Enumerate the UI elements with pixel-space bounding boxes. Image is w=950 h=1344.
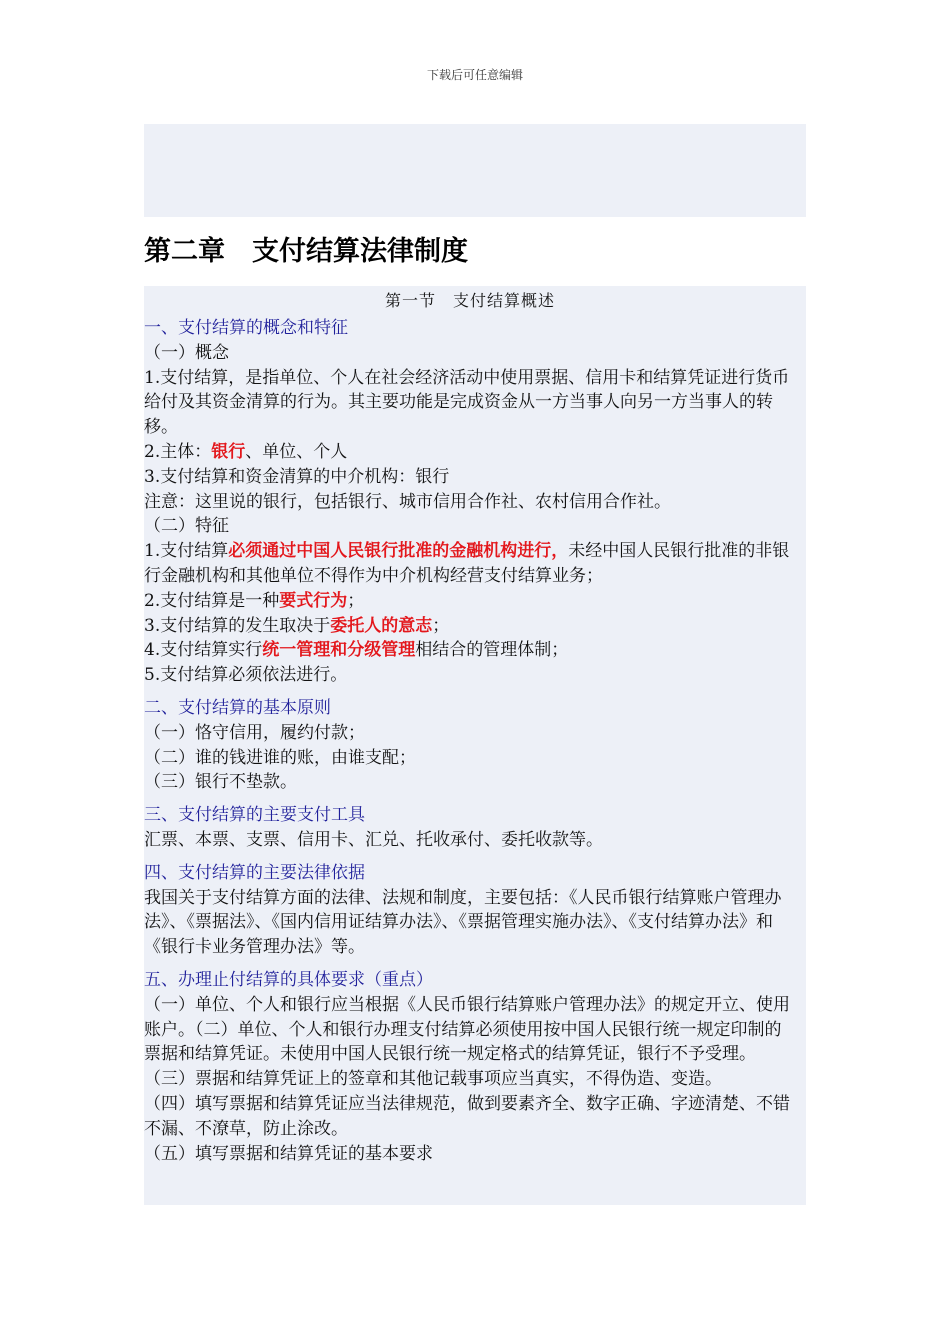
paragraph — [144, 770, 796, 795]
text-run: 3.支付结算和资金清算的中介机构：银行 — [144, 466, 450, 487]
text-run: ； — [432, 615, 450, 636]
paragraph — [144, 366, 796, 440]
header-note: 下载后可任意编辑 — [426, 68, 523, 82]
paragraph — [144, 721, 796, 746]
part-1 — [144, 316, 796, 688]
paragraph — [144, 886, 796, 960]
text-run: 我国关于支付结算方面的法律、法规和制度，主要包括：《人民币银行结算账户管理办法》、《票据法》、《国内信用证结算办法》、《票据管理实施办法》、《支付结算办法》和《银行卡业务管理办法》等。 — [144, 887, 782, 958]
text-run: （二）谁的钱进谁的账，由谁支配； — [144, 747, 416, 768]
emphasis-text: 要式行为 — [279, 590, 348, 611]
paragraph — [144, 514, 796, 539]
paragraph — [144, 341, 796, 366]
paragraph — [144, 539, 796, 589]
text-run: 1.支付结算，是指单位、个人在社会经济活动中使用票据、信用卡和结算凭证进行货币给付及其资金清算的行为。其主要功能是完成资金从一方当事人向另一方当事人的转移。 — [144, 367, 790, 438]
text-run: 注意：这里说的银行，包括银行、城市信用合作社、农村信用合作社。 — [144, 491, 671, 512]
paragraph — [144, 638, 796, 663]
part-2 — [144, 696, 796, 795]
text-run: （五）填写票据和结算凭证的基本要求 — [144, 1143, 433, 1164]
paragraph — [144, 440, 796, 465]
text-run: 3.支付结算的发生取决于 — [144, 615, 331, 636]
text-run: 汇票、本票、支票、信用卡、汇兑、托收承付、委托收款等。 — [144, 829, 603, 850]
text-run: （三）票据和结算凭证上的签章和其他记载事项应当真实，不得伪造、变造。 — [144, 1069, 722, 1090]
paragraph — [144, 614, 796, 639]
emphasis-text: 统一管理和分级管理 — [262, 640, 416, 661]
part-heading: 一、支付结算的概念和特征 — [144, 318, 348, 338]
text-run: 相结合的管理体制； — [415, 640, 569, 661]
paragraph — [144, 746, 796, 771]
text-run: 2.支付结算是一种 — [144, 590, 280, 611]
part-heading: 二、支付结算的基本原则 — [144, 697, 331, 718]
paragraph — [144, 828, 796, 853]
paragraph — [144, 490, 796, 515]
text-run: 、单位、个人 — [245, 441, 348, 462]
text-run: （一）单位、个人和银行应当根据《人民币银行结算账户管理办法》的规定开立、使用账户。（二）单位、个人和银行办理支付结算必须使用按中国人民银行统一规定印制的票据和结算凭证。未使用中国人民银行统一规定格式的结算凭证，银行不予受理。 — [144, 994, 790, 1065]
emphasis-text: 必须通过中国人民银行批准的金融机构进行， — [228, 541, 569, 562]
text-run: （四）填写票据和结算凭证应当法律规范，做到要素齐全、数字正确、字迹清楚、不错不漏、不潦草，防止涂改。 — [144, 1093, 790, 1139]
paragraph — [144, 993, 796, 1067]
document-body — [144, 286, 806, 1205]
part-5 — [144, 968, 796, 1166]
part-4 — [144, 861, 796, 960]
paragraph — [144, 465, 796, 490]
text-run: （二）特征 — [144, 516, 229, 537]
paragraph — [144, 1067, 796, 1092]
part-heading: 三、支付结算的主要支付工具 — [144, 805, 365, 826]
text-run: （三）银行不垫款。 — [144, 772, 297, 793]
section-title: 第一节 支付结算概述 — [384, 291, 555, 310]
part-heading: 五、办理止付结算的具体要求（重点） — [144, 969, 433, 990]
text-run: （一）恪守信用，履约付款； — [144, 722, 365, 743]
paragraph — [144, 589, 796, 614]
emphasis-text: 委托人的意志 — [330, 615, 433, 636]
text-run: 未经中国人民银行批准的非银行金融机构和其他单位不得作为中介机构经营支付结算业务； — [144, 541, 790, 586]
part-heading: 四、支付结算的主要法律依据 — [144, 862, 365, 883]
paragraph — [144, 663, 796, 688]
paragraph — [144, 1142, 796, 1167]
paragraph — [144, 1092, 796, 1142]
emphasis-text: 银行 — [211, 441, 246, 462]
part-3 — [144, 803, 796, 853]
text-run: 4.支付结算实行 — [144, 640, 263, 661]
text-run: 1.支付结算 — [144, 541, 229, 562]
text-run: （一）概念 — [144, 342, 229, 363]
text-run: ； — [347, 590, 365, 611]
text-run: 5.支付结算必须依法进行。 — [144, 665, 348, 686]
text-run: 2.主体： — [144, 441, 212, 462]
chapter-title: 第二章 支付结算法律制度 — [144, 236, 468, 267]
shaded-banner-box — [144, 124, 806, 217]
